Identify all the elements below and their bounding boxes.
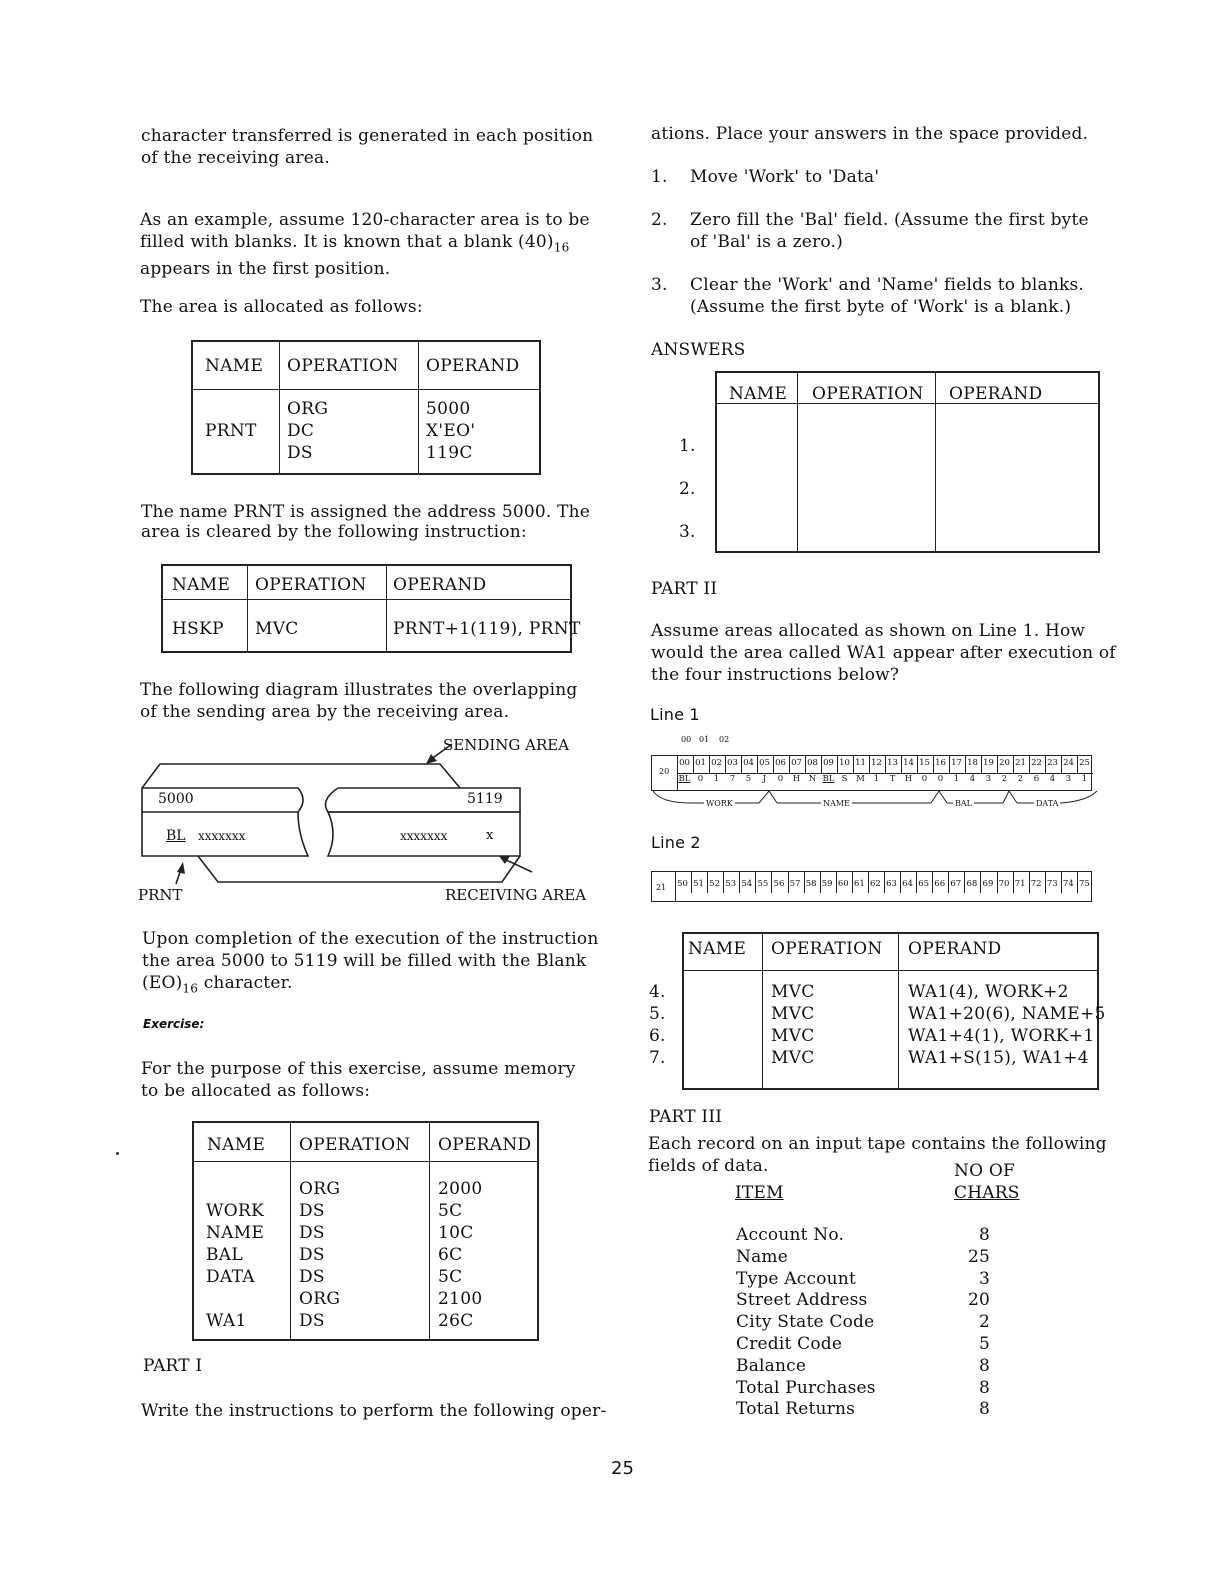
text-line: of the receiving area. bbox=[141, 148, 330, 168]
part-one-heading: PART I bbox=[143, 1356, 203, 1376]
row-label: 20 bbox=[659, 767, 670, 776]
instruction-numbers bbox=[649, 981, 666, 1069]
text-span: character. bbox=[198, 973, 293, 993]
operation-column bbox=[771, 981, 815, 1069]
byte-offset: 68 bbox=[966, 879, 978, 889]
paragraph-exercise bbox=[141, 1058, 576, 1102]
field-item: Total Returns bbox=[736, 1399, 856, 1420]
cell: MVC bbox=[771, 1026, 815, 1046]
paragraph-part-one: Write the instructions to perform the following oper- bbox=[141, 1401, 607, 1421]
header-name: NAME bbox=[205, 356, 264, 376]
cell: 10C bbox=[438, 1223, 474, 1243]
byte-value: BL bbox=[678, 774, 691, 784]
field-chars: 25 bbox=[967, 1246, 990, 1267]
cell: DS bbox=[299, 1223, 325, 1243]
item-number: 1. bbox=[651, 167, 668, 187]
paragraph-prnt bbox=[141, 502, 590, 542]
field-chars: 3 bbox=[978, 1268, 990, 1289]
cell: WA1+4(1), WORK+1 bbox=[908, 1026, 1095, 1046]
field-chars: 5 bbox=[978, 1333, 990, 1354]
byte-offset: 05 bbox=[759, 758, 770, 768]
field-item: Account No. bbox=[736, 1225, 845, 1245]
last-char: x bbox=[486, 828, 494, 843]
text-line: would the area called WA1 appear after execution of bbox=[651, 643, 1116, 663]
byte-value: N bbox=[808, 774, 817, 784]
paragraph-allocation: The area is allocated as follows: bbox=[140, 297, 423, 317]
subscript: 16 bbox=[553, 240, 570, 255]
page-number: 25 bbox=[611, 1458, 634, 1479]
cell: DATA bbox=[206, 1267, 255, 1287]
item-text bbox=[690, 209, 1089, 253]
byte-value: H bbox=[792, 774, 801, 784]
byte-offset: 58 bbox=[805, 879, 817, 889]
cell bbox=[205, 398, 257, 420]
byte-value: 2 bbox=[1017, 774, 1024, 784]
byte-offset: 75 bbox=[1079, 879, 1090, 889]
byte-value: 4 bbox=[969, 774, 976, 784]
byte-offset: 15 bbox=[919, 758, 930, 768]
label-divider bbox=[677, 755, 678, 791]
paragraph-continued bbox=[141, 125, 593, 169]
byte-offset: 12 bbox=[871, 758, 882, 768]
answer-number: 2. bbox=[679, 479, 696, 499]
text-line: Upon completion of the execution of the instruction bbox=[142, 929, 599, 949]
header-name: NAME bbox=[207, 1135, 266, 1155]
text-line: the area 5000 to 5119 will be filled with the Blank bbox=[142, 951, 587, 971]
field-item: Balance bbox=[736, 1355, 807, 1376]
cell: DS bbox=[299, 1245, 325, 1265]
byte-offset: 11 bbox=[855, 758, 866, 768]
operation-column bbox=[299, 1178, 340, 1332]
top-label: 00 bbox=[681, 735, 692, 744]
text-line: Move 'Work' to 'Data' bbox=[690, 167, 880, 187]
field-chars: 8 bbox=[978, 1377, 990, 1398]
byte-offset: 60 bbox=[837, 879, 849, 889]
cell bbox=[206, 1178, 264, 1200]
instruction-number: 5. bbox=[649, 1004, 666, 1024]
exercise-heading: Exercise: bbox=[143, 1017, 205, 1031]
byte-offset: 65 bbox=[918, 879, 930, 889]
byte-offset: 22 bbox=[1031, 758, 1042, 768]
item-header: ITEM bbox=[735, 1183, 784, 1203]
brace-label-name: NAME bbox=[823, 799, 850, 808]
blank-char: BL bbox=[166, 828, 186, 844]
byte-offset: 64 bbox=[902, 879, 913, 889]
part-two-heading: PART II bbox=[651, 579, 718, 599]
top-label: 01 bbox=[699, 735, 710, 744]
cell: ORG bbox=[299, 1289, 341, 1309]
byte-value: 6 bbox=[1033, 774, 1040, 784]
byte-offset: 54 bbox=[741, 879, 753, 889]
item-text bbox=[690, 274, 1084, 318]
prnt-label: PRNT bbox=[138, 886, 183, 904]
text-line: to be allocated as follows: bbox=[141, 1081, 371, 1101]
cell: 2100 bbox=[438, 1289, 483, 1309]
field-chars: 20 bbox=[967, 1290, 990, 1311]
byte-value: 4 bbox=[1049, 774, 1056, 784]
header-name: NAME bbox=[729, 384, 788, 404]
operand-column bbox=[908, 981, 1106, 1069]
field-chars: 8 bbox=[978, 1225, 990, 1245]
byte-value: 2 bbox=[1001, 774, 1008, 784]
byte-value: 1 bbox=[713, 774, 720, 784]
byte-offset: 13 bbox=[887, 758, 898, 768]
cell: DS bbox=[287, 443, 313, 463]
byte-value: 1 bbox=[873, 774, 880, 784]
exercise-item-2 bbox=[651, 209, 1089, 253]
part-three-heading: PART III bbox=[649, 1107, 723, 1127]
byte-offset: 67 bbox=[950, 879, 962, 889]
fields-item-column bbox=[736, 1225, 876, 1421]
cell: 6C bbox=[438, 1245, 463, 1265]
answer-number: 3. bbox=[679, 522, 696, 542]
allocation-table bbox=[191, 340, 541, 475]
cell: 5C bbox=[438, 1201, 463, 1221]
byte-offset: 03 bbox=[727, 758, 738, 768]
text-line: appears in the first position. bbox=[140, 259, 391, 280]
address-end: 5119 bbox=[467, 791, 503, 807]
chars-header-line: CHARS bbox=[954, 1183, 1020, 1203]
byte-value: 5 bbox=[745, 774, 752, 784]
byte-offset: 55 bbox=[757, 879, 769, 889]
text-span: filled with blanks. It is known that a blank (40) bbox=[140, 232, 554, 252]
cell: 119C bbox=[426, 443, 473, 463]
sending-area-label: SENDING AREA bbox=[443, 736, 570, 754]
paragraph-part-two bbox=[651, 620, 1116, 686]
instruction-number: 6. bbox=[649, 1026, 666, 1046]
byte-offset: 74 bbox=[1062, 879, 1074, 889]
paragraph-diagram-intro bbox=[140, 679, 578, 723]
text-line bbox=[140, 231, 590, 258]
cell: WA1(4), WORK+2 bbox=[908, 982, 1069, 1002]
receiving-area-label: RECEIVING AREA bbox=[445, 886, 587, 904]
cell bbox=[206, 1288, 264, 1310]
byte-offset: 09 bbox=[823, 758, 834, 768]
line-1-label: Line 1 bbox=[650, 705, 700, 724]
cell: BAL bbox=[206, 1245, 243, 1265]
byte-offset: 08 bbox=[807, 758, 818, 768]
cell bbox=[205, 442, 257, 464]
byte-value: 0 bbox=[937, 774, 944, 784]
byte-offset: 57 bbox=[789, 879, 801, 889]
byte-offset: 21 bbox=[1015, 758, 1026, 768]
cell: ORG bbox=[299, 1179, 341, 1199]
answers-table bbox=[715, 371, 1100, 553]
cell: WA1+S(15), WA1+4 bbox=[908, 1048, 1089, 1068]
answer-number: 1. bbox=[679, 436, 696, 456]
cell-operand: PRNT+1(119), PRNT bbox=[393, 619, 581, 639]
cell: 5000 bbox=[426, 399, 471, 419]
cell: MVC bbox=[771, 1048, 815, 1068]
chars-header-line: NO OF bbox=[954, 1161, 1015, 1181]
byte-offset: 24 bbox=[1063, 758, 1074, 768]
text-line: Zero fill the 'Bal' field. (Assume the first byte bbox=[690, 210, 1089, 230]
byte-offset: 19 bbox=[983, 758, 994, 768]
strip-cells bbox=[677, 755, 1093, 791]
text-line: The following diagram illustrates the overlapping bbox=[140, 680, 578, 700]
byte-value: 0 bbox=[921, 774, 928, 784]
label-divider bbox=[675, 871, 676, 902]
byte-offset: 02 bbox=[711, 758, 722, 768]
field-item: Credit Code bbox=[736, 1333, 843, 1354]
byte-offset: 10 bbox=[839, 758, 850, 768]
memory-line-2 bbox=[651, 871, 1101, 905]
paragraph-operations: ations. Place your answers in the space provided. bbox=[651, 124, 1089, 144]
byte-value: BL bbox=[822, 774, 835, 784]
item-number: 2. bbox=[651, 210, 668, 230]
header-operand: OPERAND bbox=[393, 575, 487, 595]
cell: DS bbox=[299, 1311, 325, 1331]
cell: DS bbox=[299, 1201, 325, 1221]
memory-table bbox=[192, 1121, 539, 1341]
field-item: City State Code bbox=[736, 1312, 875, 1333]
byte-offset: 66 bbox=[934, 879, 946, 889]
exercise-item-3 bbox=[651, 274, 1084, 318]
byte-offset: 00 bbox=[679, 758, 690, 768]
cell: NAME bbox=[206, 1223, 265, 1243]
line-2-label: Line 2 bbox=[651, 833, 701, 852]
cell: WA1 bbox=[206, 1311, 247, 1331]
text-line: The name PRNT is assigned the address 5000. The bbox=[141, 502, 591, 522]
header-operation: OPERATION bbox=[255, 575, 367, 595]
byte-offset: 56 bbox=[773, 879, 785, 889]
byte-offset: 69 bbox=[982, 879, 994, 889]
cell: 26C bbox=[438, 1311, 474, 1331]
byte-value: 3 bbox=[1065, 774, 1072, 784]
header-name: NAME bbox=[172, 575, 231, 595]
chars-header bbox=[954, 1160, 1020, 1204]
instruction-table bbox=[161, 564, 581, 653]
byte-offset: 51 bbox=[693, 879, 704, 889]
address-start: 5000 bbox=[158, 791, 194, 807]
item-number: 3. bbox=[651, 275, 668, 295]
text-line: character transferred is generated in each position bbox=[141, 126, 594, 146]
answers-heading: ANSWERS bbox=[651, 340, 746, 360]
subscript: 16 bbox=[182, 981, 199, 996]
name-column bbox=[205, 398, 257, 464]
header-operation: OPERATION bbox=[287, 356, 399, 376]
byte-value: H bbox=[904, 774, 913, 784]
cell: MVC bbox=[771, 982, 815, 1002]
instruction-number: 7. bbox=[649, 1048, 666, 1068]
byte-value: 1 bbox=[1081, 774, 1088, 784]
header-operand: OPERAND bbox=[949, 384, 1043, 404]
cell: DS bbox=[299, 1267, 325, 1287]
byte-value: T bbox=[889, 774, 896, 784]
field-item: Total Purchases bbox=[736, 1377, 876, 1398]
text-line: Clear the 'Work' and 'Name' fields to blanks. bbox=[690, 275, 1084, 295]
filler-chars-left: xxxxxxx bbox=[198, 829, 246, 843]
text-line: For the purpose of this exercise, assume memory bbox=[141, 1059, 576, 1079]
name-column bbox=[206, 1178, 264, 1332]
header-operation: OPERATION bbox=[771, 939, 883, 959]
byte-offset: 14 bbox=[903, 758, 914, 768]
byte-value: S bbox=[841, 774, 848, 784]
byte-offset: 70 bbox=[998, 879, 1010, 889]
byte-offset: 04 bbox=[743, 758, 754, 768]
byte-offset: 59 bbox=[821, 879, 833, 889]
byte-offset: 07 bbox=[791, 758, 802, 768]
byte-offset: 73 bbox=[1046, 879, 1058, 889]
paragraph-part-three bbox=[648, 1133, 1107, 1177]
cell: ORG bbox=[287, 399, 329, 419]
byte-offset: 50 bbox=[677, 879, 688, 889]
stray-dot bbox=[116, 1152, 119, 1155]
field-item: Name bbox=[736, 1246, 788, 1267]
field-chars: 2 bbox=[978, 1312, 990, 1333]
cell: 2000 bbox=[438, 1179, 483, 1199]
exercise-item-1 bbox=[651, 166, 880, 188]
cell: PRNT bbox=[205, 421, 257, 441]
cell: WORK bbox=[206, 1201, 265, 1221]
byte-value: 3 bbox=[985, 774, 992, 784]
byte-offset: 20 bbox=[999, 758, 1010, 768]
byte-offset: 53 bbox=[725, 879, 737, 889]
header-operand: OPERAND bbox=[908, 939, 1002, 959]
byte-offset: 25 bbox=[1079, 758, 1090, 768]
brace-label-data: DATA bbox=[1036, 799, 1059, 808]
paragraph-completion bbox=[142, 928, 598, 999]
header-operand: OPERAND bbox=[438, 1135, 532, 1155]
cell-name: HSKP bbox=[172, 619, 224, 639]
instructions-table bbox=[682, 932, 1106, 1090]
overlap-diagram bbox=[130, 730, 600, 910]
cell: 5C bbox=[438, 1267, 463, 1287]
byte-value: J bbox=[762, 774, 767, 784]
byte-offset: 62 bbox=[870, 879, 881, 889]
answer-numbers bbox=[679, 425, 696, 554]
memory-line-1 bbox=[651, 735, 1101, 815]
strip-cells bbox=[675, 871, 1093, 902]
instruction-number: 4. bbox=[649, 982, 666, 1002]
field-chars: 8 bbox=[978, 1355, 990, 1376]
operand-column bbox=[438, 1178, 482, 1332]
text-line: of the sending area by the receiving area. bbox=[140, 702, 510, 722]
field-item: Type Account bbox=[736, 1268, 856, 1289]
byte-offset: 61 bbox=[853, 879, 865, 889]
text-line: the four instructions below? bbox=[651, 665, 900, 685]
byte-value: M bbox=[856, 774, 865, 784]
cell: WA1+20(6), NAME+5 bbox=[908, 1004, 1106, 1024]
header-operation: OPERATION bbox=[299, 1135, 411, 1155]
cell: MVC bbox=[771, 1004, 815, 1024]
byte-offset: 63 bbox=[886, 879, 897, 889]
byte-value: 7 bbox=[729, 774, 736, 784]
row-label: 21 bbox=[656, 883, 667, 892]
byte-value: 0 bbox=[697, 774, 704, 784]
field-item: Street Address bbox=[736, 1290, 868, 1311]
text-line: (Assume the first byte of 'Work' is a blank.) bbox=[690, 297, 1072, 317]
byte-offset: 71 bbox=[1014, 879, 1026, 889]
text-line: of 'Bal' is a zero.) bbox=[690, 232, 843, 252]
byte-offset: 23 bbox=[1047, 758, 1058, 768]
byte-offset: 16 bbox=[935, 758, 946, 768]
field-chars: 8 bbox=[978, 1399, 990, 1420]
byte-offset: 72 bbox=[1030, 879, 1042, 889]
header-operation: OPERATION bbox=[812, 384, 924, 404]
overlap-diagram-svg bbox=[130, 730, 600, 910]
cell: DC bbox=[287, 421, 315, 441]
byte-offset: 06 bbox=[775, 758, 786, 768]
paragraph-example bbox=[140, 209, 590, 280]
text-line: As an example, assume 120-character area is to be bbox=[140, 210, 590, 230]
brace-label-work: WORK bbox=[706, 799, 733, 808]
byte-value: 1 bbox=[953, 774, 960, 784]
text-span: (EO) bbox=[142, 973, 183, 993]
byte-offset: 52 bbox=[709, 879, 721, 889]
text-line: Each record on an input tape contains the following bbox=[648, 1134, 1107, 1154]
operation-column bbox=[287, 398, 328, 464]
header-operand: OPERAND bbox=[426, 356, 520, 376]
text-line bbox=[142, 972, 598, 999]
byte-offset: 18 bbox=[967, 758, 978, 768]
text-line: fields of data. bbox=[648, 1156, 769, 1176]
text-line: area is cleared by the following instruction: bbox=[141, 522, 527, 542]
cell-operation: MVC bbox=[255, 619, 299, 639]
cell: X'EO' bbox=[426, 421, 476, 441]
header-name: NAME bbox=[688, 939, 747, 959]
byte-offset: 17 bbox=[951, 758, 962, 768]
item-text bbox=[690, 166, 879, 188]
fields-chars-column bbox=[958, 1225, 990, 1421]
byte-value: 0 bbox=[777, 774, 784, 784]
brace-label-bal: BAL bbox=[955, 799, 972, 808]
byte-offset: 01 bbox=[695, 758, 706, 768]
row-divider bbox=[677, 773, 1093, 774]
operand-column bbox=[426, 398, 475, 464]
filler-chars-right: xxxxxxx bbox=[400, 829, 448, 843]
top-label: 02 bbox=[719, 735, 730, 744]
text-line: Assume areas allocated as shown on Line 1. How bbox=[651, 621, 1086, 641]
